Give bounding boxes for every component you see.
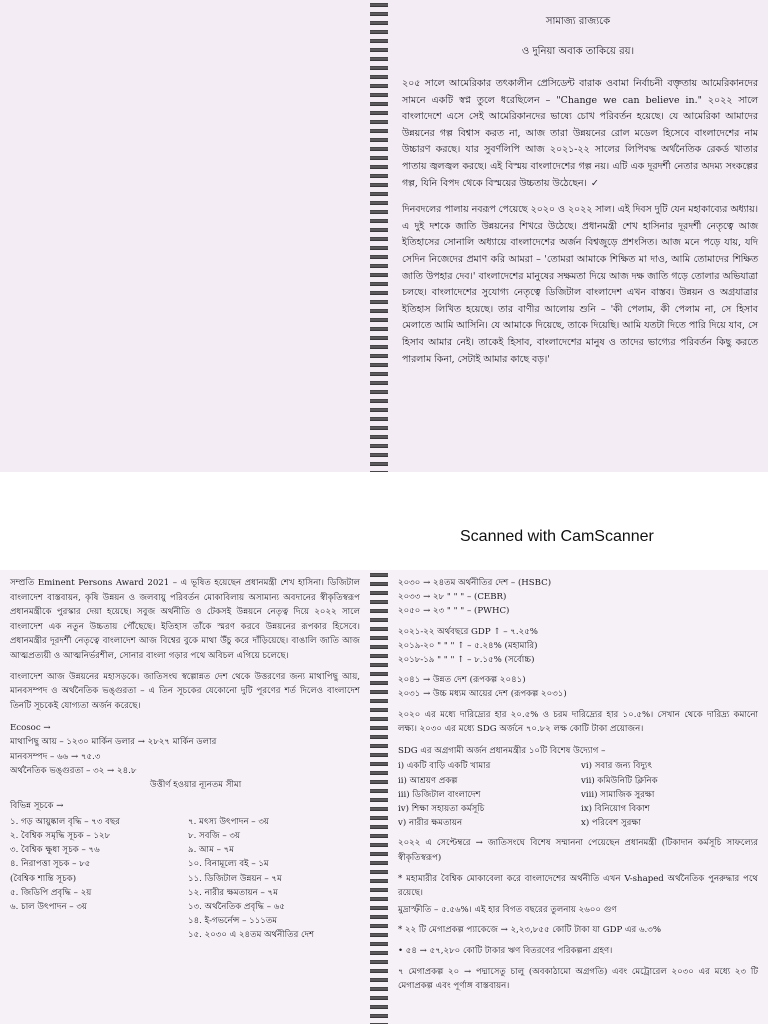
list-item: v) নারীর ক্ষমতায়ন (398, 818, 463, 829)
ecosoc-bracket-note: উত্তীর্ণ হওয়ার ন্যূনতম সীমা (150, 779, 242, 790)
list-item: viii) সামাজিক সুরক্ষা (581, 789, 655, 800)
blank-left-page (0, 0, 370, 472)
spiral-binding (370, 0, 388, 472)
list-item: ৩. বৈশ্বিক ক্ষুধা সূচক – ৭৬ (10, 845, 100, 856)
gdp-line: ২০১৯-২০ " " " ↑ – ৫.২৪% (মহামারি) (398, 640, 538, 651)
list-item: ২. বৈশ্বিক সমৃদ্ধি সূচক – ১২৮ (10, 830, 111, 841)
inflation-note: মুদ্রাস্ফীতি – ৫.৫৬%। এই হার বিগত বছরের তুলনায় ২৬০০ গুণ (398, 904, 617, 915)
notes-paragraph-ldc: বাংলাদেশ আজ উন্নয়নের মহাসড়কে। জাতিসংঘ স্বল্পোন্নত দেশ থেকে উত্তরণের জন্য মাথাপিছু আয়, মানবসম্পদ ও অর্থনৈতিক ভঙ্গুরতা – এ তিন সূচকের যেকোনো দুটি পূরণের শর্ত দিলেও বাংলাদেশ তিনটি সূচকেই যোগ্যতা অর্জন করেছে। (10, 671, 360, 711)
list-item: iv) শিক্ষা সহায়তা কর্মসূচি (398, 804, 485, 815)
vision-line: ২০৩১ → উচ্চ মধ্যম আয়ের দেশ (রূপকল্প ২০৩১) (398, 689, 567, 700)
notes-page-left (0, 570, 370, 1024)
list-item: ১৫. ২০৩০ এ ২৪তম অর্থনীতির দেশ (188, 930, 315, 941)
rank-line: ২০৩৩ → ২৮ " " " – (CEBR) (398, 592, 507, 603)
list-item: vii) কমিউনিটি ক্লিনিক (581, 775, 658, 786)
gdp-line: ২০২১-২২ অর্থবছরে GDP ↑ – ৭.২৫% (398, 626, 538, 637)
spiral-binding (370, 570, 388, 1024)
list-item: ৮. সবজি – ৩য় (188, 830, 241, 841)
essay-title-line-2: ও দুনিয়া অবাক তাকিয়ে রয়। (521, 46, 635, 57)
list-item: i) একটি বাড়ি একটি খামার (398, 761, 491, 772)
list-item: ii) আশ্রয়ণ প্রকল্প (398, 775, 458, 786)
rank-line: ২০৩০ → ২৪তম অর্থনীতির দেশ – (HSBC) (398, 578, 552, 588)
essay-page-1 (388, 0, 768, 472)
list-item: ১৩. অর্থনৈতিক প্রবৃদ্ধি – ৬৫ (188, 901, 285, 912)
list-item: ix) বিনিয়োগ বিকাশ (581, 804, 650, 815)
notes-page-right (388, 570, 768, 1024)
top-spread (0, 0, 768, 472)
mega-project-note: * ২২ টি মেগাপ্রকল্প প্যাকেজে → ২,২৩,৮৫৫ কোটি টাকা যা GDP এর ৬.৩% (398, 925, 662, 936)
notes-paragraph-award: সম্প্রতি Eminent Persons Award 2021 – এ ভূষিত হয়েছেন প্রধানমন্ত্রী শেখ হাসিনা। ডিজিটাল বাংলাদেশ বাস্তবায়ন, কৃষি উন্নয়ন ও জলবায়ু পরিবর্তন মোকাবিলায় অসামান্য অবদানের স্বীকৃতিস্বরূপ প্রধানমন্ত্রীকে পুরস্কার দেয়া হয়েছে। সবুজ অর্থনীতি ও টেকসই উন্নয়নে নেতৃত্ব দিয়ে ২০২২ সালে বাংলাদেশ এক নতুন উচ্চতায় পৌঁছেছে। ইতিহাস তাঁকে স্মরণ করবে উন্নয়নের রূপকার হিসেবে। প্রধানমন্ত্রীর দূরদর্শী নেতৃত্বে বাংলাদেশ আজ বিশ্বের বুকে মাথা উঁচু করে দাঁড়িয়েছে। বাঙালি জাতি আজ আত্মপ্রত্যয়ী ও আত্মনির্ভরশীল, সোনার বাংলা গড়ার পথে অবিচল এগিয়ে চলেছে। (10, 578, 360, 661)
loan-note: • ৫৪ → ৫৭,২৮০ কোটি টাকার ঋণ বিতরণের পরিকল্পনা গ্রহণ। (398, 945, 613, 956)
un-award-line: ২০২২ এ সেপ্টেম্বরে → জাতিসংঘে বিশেষ সম্মাননা পেয়েছেন প্রধানমন্ত্রী (টিকাদান কর্মসূচি সাফল্যের স্বীকৃতিস্বরূপ) (398, 838, 758, 864)
list-item: ১১. ডিজিটাল উন্নয়ন – ৭ম (188, 873, 282, 884)
sdg-heading: SDG এর অগ্রগামী অর্জন প্রধানমন্ত্রীর ১০টি বিশেষ উদ্যোগ – (398, 745, 606, 756)
list-item: x) পরিবেশ সুরক্ষা (581, 818, 641, 829)
essay-title-line-1: সামাজ্য রাজ্যকে (545, 16, 611, 27)
scanner-watermark: Scanned with CamScanner (460, 528, 654, 545)
indicator-list (10, 815, 360, 943)
list-item: ৫. জিডিপি প্রবৃদ্ধি – ২য় (10, 887, 92, 898)
rank-line: ২০৫০ → ২৩ " " " – (PWHC) (398, 606, 510, 617)
list-item: ৭. মৎস্য উৎপাদন – ৩য় (188, 816, 269, 827)
checkmark-icon: ✓ (590, 177, 599, 189)
essay-paragraph-2: দিনবদলের পালায় নবরূপ পেয়েছে ২০২০ ও ২০২২ সাল। এই দিবস দুটি যেন মহাকাব্যের অধ্যায়। এ দুই দশকে জাতি উন্নয়নের শিখরে উঠেছে। প্রধানমন্ত্রী শেখ হাসিনার দূরদর্শী নেতৃত্বে আজ ইতিহাসের সোনালি অধ্যায়ে বাংলাদেশের অর্জন বিশ্বজুড়ে প্রশংসিত। আজ মনে পড়ে যায়, যদি সেদিন নিজেদের প্রমাণ করি আমরা – 'তোমরা আমাকে শিক্ষিত মা দাও, আমি তোমাদের শিক্ষিত জাতি উপহার দেব।' বাংলাদেশের মানুষের সক্ষমতা দিয়ে আজ দক্ষ জাতি গড়ে তোলার অভিযাত্রা চলছে। বাংলাদেশের সুযোগ্য নেতৃত্বে ডিজিটাল বাংলাদেশ এখন বাস্তব। উন্নয়ন ও অগ্রযাত্রার ইতিহাস লিখিত হয়েছে। তার বাণীর আলোয় শুনি – 'কী পেলাম, কী পেলাম না, সে হিসাব মেলাতে আমি আসিনি। যে আমাকে দিয়েছে, তাকে দিয়েছি। আমি যতটা দিতে পারি দিয়ে যাব, সে হিসাব আমার নেই। তাকেই হিসাব, বাংলাদেশের মানুষ ও তাদের ভাগ্যের পরিবর্তন কিছু করতে পারলাম কিনা, সেটাই আমার কাছে বড়।' (402, 204, 758, 365)
essay-paragraph-1: ২০৫ সালে আমেরিকার তৎকালীন প্রেসিডেন্ট বারাক ওবামা নির্বাচনী বক্তৃতায় আমেরিকানদের সামনে একটি স্বপ্ন তুলে ধরেছিলেন – "Change we can believe in." ২০২২ সালে বাংলাদেশে এসে সেই আমেরিকানদের ভাষ্যে চোখ পরিবর্তন হয়েছে। যে আমেরিকা আমাদের উন্নয়নের গল্প বিশ্বাস করত না, আজ তারা উন্নয়নের রোল মডেল হিসেবে বাংলাদেশের নাম উচ্চারণ করছে। যার সুবর্ণলিপি আজ ২০২১-২২ সালের লিপিবদ্ধ অর্থনৈতিক রেকর্ড খাতার পাতায় জ্বলজ্বল করছে। এই বিস্ময় বাংলাদেশের গল্প নয়। এটি এক দূরদর্শী নেতার অদম্য সংকল্পের গল্প, যিনি বিপদ থেকে বিস্ময়ের উচ্চতায় উঠেছেন। ✓ (402, 78, 758, 189)
gdp-line: ২০১৮-১৯ " " " ↑ – ৮.১৫% (সর্বোচ্চ) (398, 655, 535, 666)
list-item: ৪. নিরাপত্তা সূচক – ৮৫ (10, 859, 91, 870)
vision-line: ২০৪১ → উন্নত দেশ (রূপকল্প ২০৪১) (398, 675, 526, 686)
poverty-paragraph: ২০২০ এর মধ্যে দারিদ্র্যের হার ২০.৫% ও চরম দারিদ্র্যের হার ১০.৫%। সেখান থেকে দারিদ্র্য কমানো লক্ষ্য। ২০৩০ এর মধ্যে SDG অর্জনে ৭০.৮২ লক্ষ কোটি টাকা প্রয়োজন। (398, 709, 758, 735)
list-item: (বৈশ্বিক শান্তি সূচক) (10, 873, 77, 884)
list-item: ১৪. ই-গভর্নেন্স – ১১১তম (188, 916, 278, 927)
list-item: ১. গড় আয়ুষ্কাল বৃদ্ধি – ৭৩ বছর (10, 816, 120, 827)
padma-note: ৭ মেগাপ্রকল্প ২০ → পদ্মাসেতু চালু (অবকাঠামো অগ্রগতি) এবং মেট্রোরেল ২০৩০ এর মধ্যে ২৩ টি মেগাপ্রকল্প এবং পূর্ণাঙ্গ বাস্তবায়ন। (398, 966, 758, 992)
ecosoc-block (10, 721, 360, 792)
indicator-list-heading: বিভিন্ন সূচকে → (10, 801, 64, 812)
list-item: ১০. বিনামূল্যে বই – ১ম (188, 859, 269, 870)
list-item: vi) সবার জন্য বিদ্যুৎ (581, 761, 652, 772)
ecosoc-row: মাথাপিছু আয় – ১২৩০ মার্কিন ডলার → ২৮২৭ মার্কিন ডলার (10, 737, 217, 748)
ecosoc-label: Ecosoc → (10, 723, 51, 734)
v-shaped-note: * মহামারীর বৈশ্বিক মোকাবেলা করে বাংলাদেশের অর্থনীতি এখন V-shaped অর্থনৈতিক পুনরুদ্ধার পথে রয়েছে। (398, 873, 758, 899)
list-item: ১২. নারীর ক্ষমতায়ন – ৭ম (188, 887, 278, 898)
sdg-list (398, 759, 758, 830)
list-item: ৯. আম – ৭ম (188, 845, 234, 856)
ecosoc-row: অর্থনৈতিক ভঙ্গুরতা – ৩২ → ২৪.৮ (10, 765, 137, 776)
bottom-spread (0, 570, 768, 1024)
list-item: iii) ডিজিটাল বাংলাদেশ (398, 789, 481, 800)
list-item: ৬. চাল উৎপাদন – ৩য় (10, 901, 87, 912)
ecosoc-row: মানবসম্পদ – ৬৬ → ৭৫.৩ (10, 751, 101, 762)
